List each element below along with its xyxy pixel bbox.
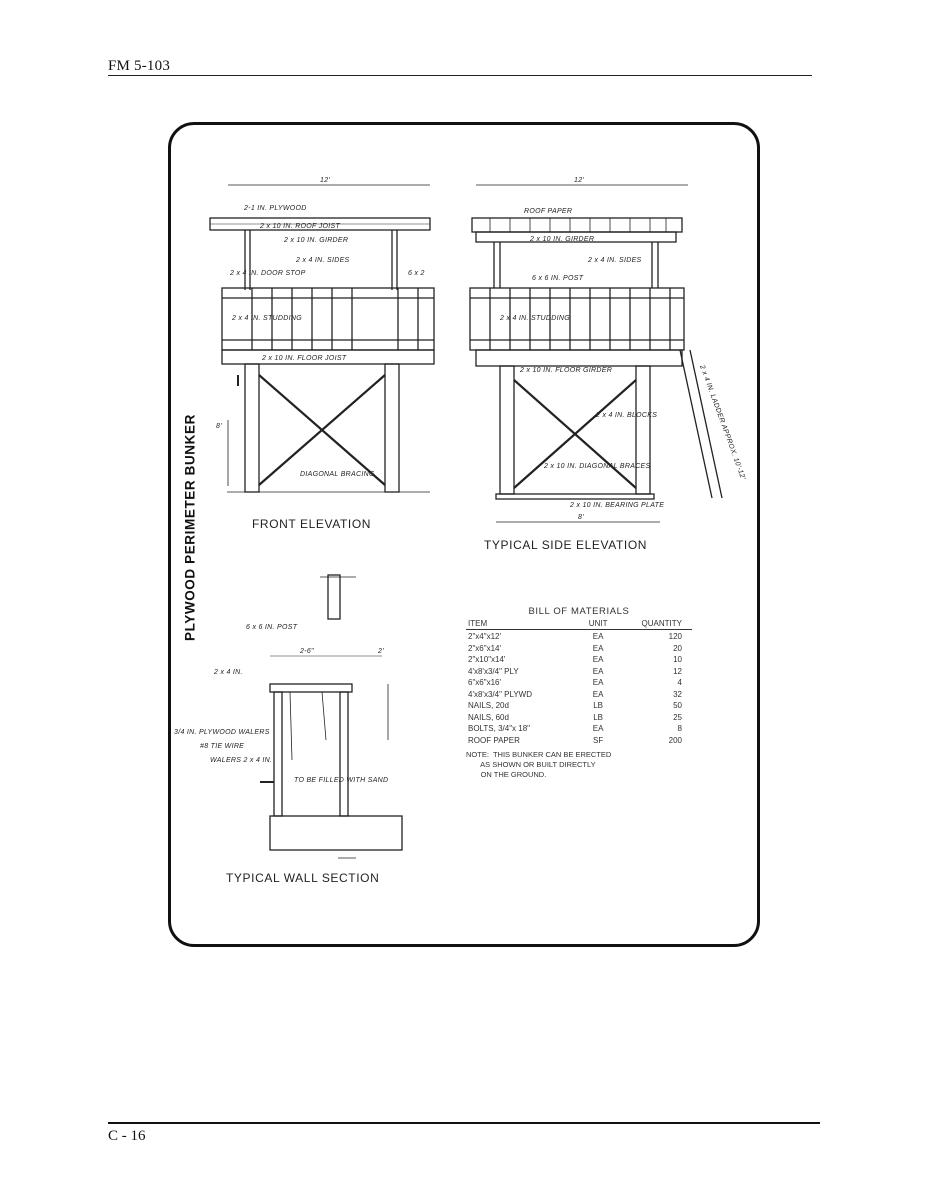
front-elevation-drawing [210, 185, 434, 492]
side-label-sides: 2 x 4 IN. SIDES [588, 257, 642, 264]
front-label-door-stop: 2 x 4 IN. DOOR STOP [230, 270, 306, 277]
bom-quantity: 10 [673, 655, 682, 665]
bom-item: BOLTS, 3/4"x 18" [468, 724, 531, 734]
bom-title: BILL OF MATERIALS [528, 606, 630, 617]
bom-row [466, 735, 692, 747]
wall-label-plywood-walers: 3/4 IN. PLYWOOD WALERS [174, 729, 270, 736]
side-label-blocks: 2 x 4 IN. BLOCKS [596, 412, 658, 419]
bom-header-quantity: QUANTITY [641, 619, 682, 628]
side-label-bearing-plate: 2 x 10 IN. BEARING PLATE [570, 502, 665, 509]
bom-unit: LB [593, 712, 604, 722]
bom-item: 4'x8'x3/4" PLY [468, 666, 519, 676]
front-label-sides: 2 x 4 IN. SIDES [296, 257, 350, 264]
bom-row [466, 689, 692, 701]
bom-unit: EA [592, 678, 604, 688]
bom-unit: EA [592, 666, 604, 676]
side-label-roof-paper: ROOF PAPER [524, 208, 573, 215]
bom-quantity: 50 [673, 701, 682, 711]
side-dim-top: 12' [574, 177, 585, 184]
side-elevation-drawing [470, 185, 722, 522]
bom-quantity: 200 [668, 735, 682, 745]
bom-quantity: 25 [673, 712, 682, 722]
bom-unit: EA [592, 655, 604, 665]
bom-unit: EA [592, 632, 604, 642]
wall-label-fill: TO BE FILLED WITH SAND [294, 777, 389, 784]
side-label-floor-girder: 2 x 10 IN. FLOOR GIRDER [520, 367, 613, 374]
bom-item: NAILS, 60d [468, 712, 509, 722]
page-footer: C - 16 [108, 1128, 146, 1144]
front-label-bracing: DIAGONAL BRACING [300, 471, 375, 478]
wall-dim: 2-6" [300, 648, 314, 655]
caption-side-elevation: TYPICAL SIDE ELEVATION [484, 538, 648, 552]
wall-section-drawing [260, 575, 402, 858]
bom-header-unit: UNIT [588, 619, 608, 628]
side-label-bracing: 2 x 10 IN. DIAGONAL BRACES [544, 463, 651, 470]
bom-item: ROOF PAPER [468, 735, 520, 745]
bom-item: 4'x8'x3/4" PLYWD [468, 689, 532, 699]
bom-row [466, 666, 692, 678]
bom-quantity: 32 [673, 689, 682, 699]
wall-label-walers: WALERS 2 x 4 IN. [210, 757, 273, 764]
bom-row [466, 712, 692, 724]
front-label-floor-joist: 2 x 10 IN. FLOOR JOIST [262, 355, 347, 362]
bom-unit: EA [592, 643, 604, 653]
bom-item: 2"x10"x14' [468, 655, 506, 665]
front-label-roof-joist: 2 x 10 IN. ROOF JOIST [260, 223, 341, 230]
bom-note: NOTE: THIS BUNKER CAN BE ERECTED AS SHOWN OR BUILT DIRECTLY ON THE GROUND. [466, 750, 612, 779]
bom-quantity: 4 [677, 678, 682, 688]
bom-header-row [466, 619, 692, 630]
side-label-ladder: 2 x 4 IN. LADDER APPROX. 10'-12' [698, 364, 747, 481]
bill-of-materials [466, 606, 692, 780]
front-label-stud: 6 x 2 [408, 270, 425, 277]
figure-side-title: PLYWOOD PERIMETER BUNKER [182, 414, 198, 641]
front-label-plywood: 2-1 IN. PLYWOOD [244, 205, 307, 212]
caption-front-elevation: FRONT ELEVATION [252, 517, 372, 531]
wall-label-top-piece: 2 x 4 IN. [214, 669, 243, 676]
side-label-studding: 2 x 4 IN. STUDDING [500, 315, 570, 322]
bom-header-item: ITEM [468, 619, 488, 628]
bom-unit: EA [592, 689, 604, 699]
bom-item: 2"x6"x14' [468, 643, 502, 653]
bom-item: NAILS, 20d [468, 701, 509, 711]
wall-dim-right: 2' [378, 648, 384, 655]
front-label-girder: 2 x 10 IN. GIRDER [284, 237, 349, 244]
front-dim-top: 12' [320, 177, 331, 184]
side-label-girder: 2 x 10 IN. GIRDER [530, 236, 595, 243]
caption-wall-section: TYPICAL WALL SECTION [226, 871, 380, 885]
bom-unit: SF [593, 735, 604, 745]
bom-row [466, 677, 692, 689]
wall-label-wire: #8 TIE WIRE [200, 743, 245, 750]
bom-quantity: 120 [668, 632, 682, 642]
bom-row [466, 654, 692, 666]
side-label-post: 6 x 6 IN. POST [532, 275, 584, 282]
bom-item: 2"x4"x12' [468, 632, 502, 642]
bom-quantity: 8 [677, 724, 682, 734]
page-header: FM 5-103 [108, 58, 171, 74]
side-dim-bottom: 8' [578, 514, 584, 521]
bom-row [466, 643, 692, 655]
footer-rule [108, 1122, 820, 1124]
front-dim-left: 8' [216, 423, 222, 430]
front-label-studding: 2 x 4 IN. STUDDING [232, 315, 302, 322]
wall-label-post: 6 x 6 IN. POST [246, 624, 298, 631]
bom-row [466, 723, 692, 735]
bom-row [466, 631, 692, 643]
bom-unit: LB [593, 701, 604, 711]
bom-item: 6"x6"x16' [468, 678, 502, 688]
bom-quantity: 20 [673, 643, 682, 653]
bom-unit: EA [592, 724, 604, 734]
bom-row [466, 700, 692, 712]
bom-quantity: 12 [673, 666, 682, 676]
